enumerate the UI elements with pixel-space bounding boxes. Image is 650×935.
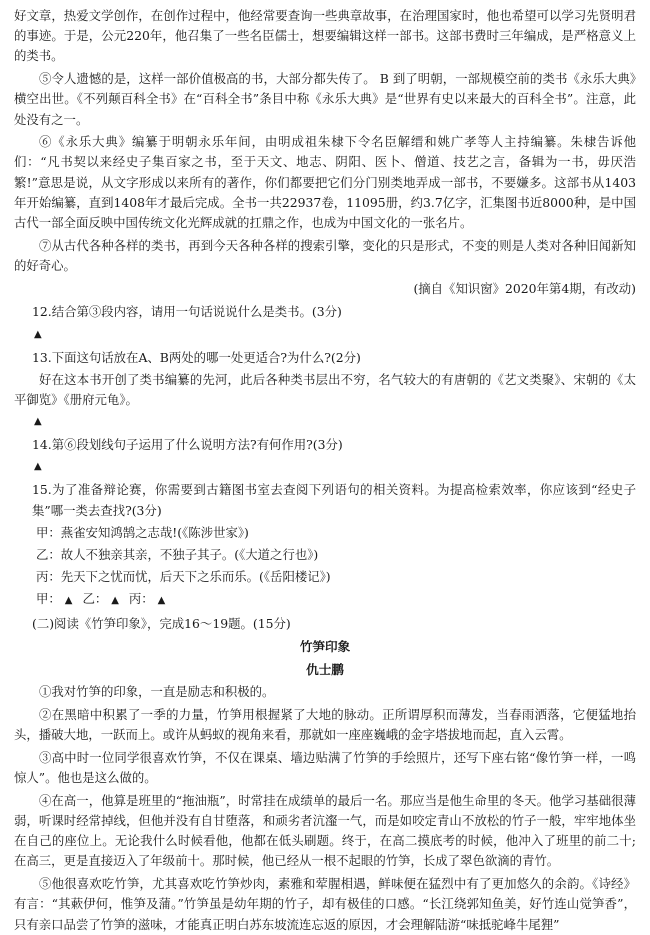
passage-paragraph-6: ⑥《永乐大典》编纂于明朝永乐年间，由明成祖朱棣下令名臣解缙和姚广孝等人主持编纂。朱棣告诉他们：“凡书契以来经史子集百家之书，至于天文、地志、阴阳、医卜、僧道、技艺之言，备辑为一书，毋厌浩繁!”意思是说，从文字形成以来所有的著作，你们都要把它们分门别类地弄成一部书，不要嫌多。这部书从1403年开始编纂，直到1408年才最后完成。全书一共22937卷，11095册，约3.7亿字，汇集图书近8000种，是中国古代一部全面反映中国传统文化光辉成就的扛鼎之作，也成为中国文化的一张名片。 xyxy=(14,134,636,231)
article-paragraph-4: ④在高一，他算是班里的“拖油瓶”，时常挂在成绩单的最后一名。那应当是他生命里的冬天。他学习基础很薄弱，听课时经常掉线，但他并没有自甘堕落，和顽劣者沆瀣一气，而是如咬定青山不放松的竹子一般，牢牢地体坐在自己的座位上。无论我什么时候看他，他都在低头刷题。终于，在高二摸底考的时候，他冲入了班里的前二十;在高三，更是直接迈入了年级前十。那时候，他已经从一根不起眼的竹笋，长成了翠色欲滴的青竹。 xyxy=(14,792,636,869)
blank-label-jia: 甲： xyxy=(36,591,61,607)
answer-mark-14: ▲ xyxy=(34,461,42,473)
article-paragraph-3: ③高中时一位同学很喜欢竹笋，不仅在课桌、墙边贴满了竹笋的手绘照片，还写下座右铭“像竹笋一样，一鸣惊人”。他也是这么做的。 xyxy=(14,749,636,786)
blank-mark-jia: ▲ xyxy=(64,595,73,607)
question-15: 15.为了准备辩论赛，你需要到古籍图书室去查阅下列语句的相关资料。为提高检索效率，你应该到“经史子集”哪一类去查找?(3分) xyxy=(32,482,636,518)
question-15-item-bing: 丙：先天下之忧而忧，后天下之乐而乐。(《岳阳楼记》) xyxy=(36,569,331,585)
passage-paragraph-5: ⑤令人遗憾的是，这样一部价值极高的书，大部分都失传了。 B 到了明朝，一部规模空前的类书《永乐大典》横空出世。《不列颠百科全书》在“百科全书”条目中称《永乐大典》是“世界有史以来最大的百科全书”。注意，此处没有之一。 xyxy=(14,71,636,127)
question-15-item-jia: 甲：燕雀安知鸿鹄之志哉!(《陈涉世家》) xyxy=(36,524,249,540)
question-14: 14.第⑥段划线句子运用了什么说明方法?有何作用?(3分) xyxy=(32,437,343,453)
blank-label-bing: 丙： xyxy=(128,591,154,607)
source-citation: (摘自《知识窗》2020年第4期，有改动) xyxy=(413,281,636,297)
question-12: 12.结合第③段内容，请用一句话说说什么是类书。(3分) xyxy=(32,304,342,320)
answer-mark-12: ▲ xyxy=(34,328,42,340)
passage-paragraph-continued: 好文章，热爱文学创作，在创作过程中，他经常要查询一些典章故事，在治理国家时，他也希望可以学习先贤明君的事迹。于是，公元220年，他召集了一些名臣儒士，想要编辑这样一部书。这部书费时三年编成，是严格意义上的类书。 xyxy=(14,8,636,64)
blank-label-yi: 乙： xyxy=(82,591,108,607)
answer-mark-13: ▲ xyxy=(34,416,42,428)
article-paragraph-1: ①我对竹笋的印象，一直是励志和积极的。 xyxy=(39,684,275,700)
article-title: 竹笋印象 xyxy=(299,638,351,654)
question-15-item-yi: 乙：故人不独亲其亲，不独子其子。(《大道之行也》) xyxy=(36,546,319,562)
article-paragraph-5: ⑤他很喜欢吃竹笋，尤其喜欢吃竹笋炒肉，素雅和荤腥相遇，鲜味便在猛烈中有了更加悠久的余韵。《诗经》有言：“其蔌伊何，惟笋及蒲。”竹笋虽是幼年期的竹子，却有极佳的口感。“长江绕郭知鱼美，好竹连山觉笋香”，只有亲口品尝了竹笋的滋味，才能真正明白苏东坡流连忘返的原因，才会理解陆游“味抵驼峰牛尾狸” xyxy=(14,876,636,932)
blank-mark-bing: ▲ xyxy=(157,595,166,607)
question-13: 13.下面这句话放在A、B两处的哪一处更适合?为什么?(2分) xyxy=(32,349,361,365)
question-13-quote: 好在这本书开创了类书编纂的先河，此后各种类书层出不穷，名气较大的有唐朝的《艺文类聚》、宋朝的《太平御览》《册府元龟》。 xyxy=(14,371,636,407)
blank-mark-yi: ▲ xyxy=(111,595,119,607)
passage-paragraph-7: ⑦从古代各种各样的类书，再到今天各种各样的搜索引擎，变化的只是形式，不变的则是人类对各种旧闻新知的好奇心。 xyxy=(14,237,636,273)
section-2-heading: (二)阅读《竹笋印象》，完成16～19题。(15分) xyxy=(32,615,291,631)
article-author: 仇士鹏 xyxy=(306,661,344,677)
article-paragraph-2: ②在黑暗中积累了一季的力量，竹笋用根握紧了大地的脉动。正所谓厚积而薄发，当春雨洒落，它便猛地抬头，播破大地，一跃而上。或许从蚂蚁的视角来看，那就如一座座巍峨的金字塔拔地而起，直入云霄。 xyxy=(14,706,636,743)
question-15-answer-blanks xyxy=(14,589,636,611)
